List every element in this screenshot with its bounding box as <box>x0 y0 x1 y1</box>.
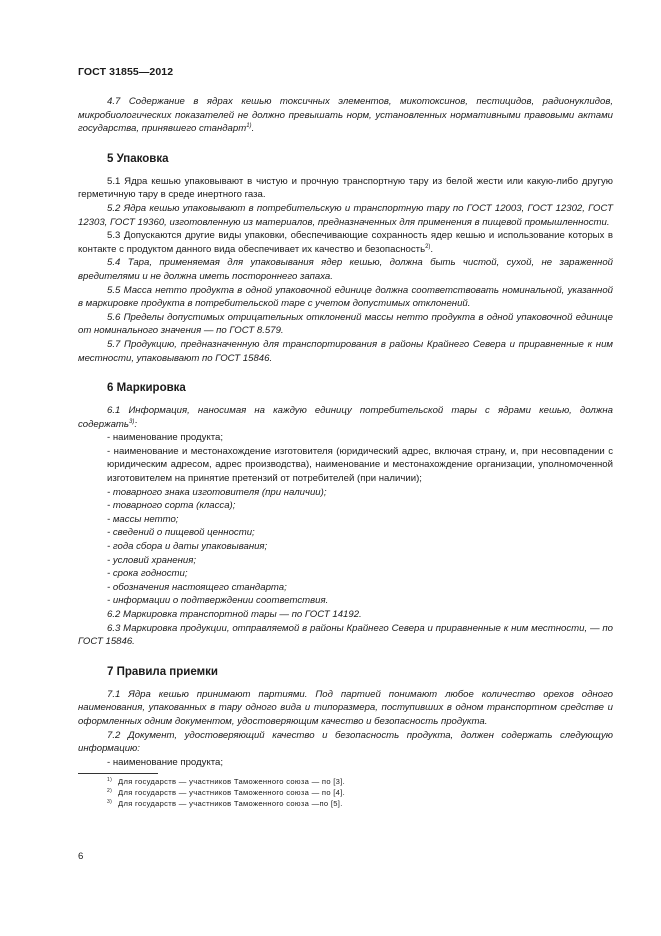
list-item: - наименование продукта; <box>107 432 224 444</box>
footnote-ref-1: 1) <box>246 123 252 130</box>
paragraph-5-2: 5.2 Ядра кешью упаковывают в потребительскую и транспортную тару по ГОСТ 12003, ГОСТ 12302, ГОСТ 12303, ГОСТ 19360, изготовленную из материалов, предназначенных для применения в пищевой промышленности. <box>78 202 613 228</box>
paragraph-5-1: 5.1 Ядра кешью упаковывают в чистую и прочную транспортную тару из белой жести или какую-либо другую герметичную тару в среде инертного газа. <box>78 175 613 201</box>
document-header: ГОСТ 31855—2012 <box>78 66 174 78</box>
paragraph-5-5: 5.5 Масса нетто продукта в одной упаковочной единице должна соответствовать номинальной, указанной в маркировке продукта в потребительской таре с учетом допустимых отклонений. <box>78 284 613 310</box>
list-item: - условий хранения; <box>107 554 197 566</box>
footnote-2: $^{2)}$ Для государств — участников Таможенного союза — по [4]. <box>107 788 346 798</box>
paragraph-5-4: 5.4 Тара, применяемая для упаковывания ядер кешью, должна быть чистой, сухой, не зараженной вредителями и не должна иметь постороннего запаха. <box>78 257 613 282</box>
paragraph-6-3: 6.3 Маркировка продукции, отправляемой в районы Крайнего Севера и приравненные к ним местности, — по ГОСТ 15846. <box>78 622 613 648</box>
paragraph-6-2: 6.2 Маркировка транспортной тары — по ГОСТ 14192. <box>107 609 362 620</box>
list-item: - товарного знака изготовителя (при наличии); <box>107 486 327 498</box>
footnote-divider <box>78 773 158 774</box>
paragraph-5-7: 5.7 Продукцию, предназначенную для транспортирования в районы Крайнего Севера и приравненные к ним местности, упаковывают по ГОСТ 15846. <box>78 338 613 364</box>
list-item: - срока годности; <box>107 568 188 580</box>
footnote-1: $^{1)}$ Для государств — участников Таможенного союза — по [3]. <box>107 777 346 787</box>
paragraph-5-3: 5.3 Допускаются другие виды упаковки, обеспечивающие сохранность ядер кешью и использование которых в контакте с продуктом данного вида обеспечивает их качество и безопасность$^{2)}$. <box>78 230 613 255</box>
paragraph-7-1: 7.1 Ядра кешью принимают партиями. Под партией понимают любое количество орехов одного наименования, упакованных в тару одного вида и типоразмера, поступивших в одном транспортном средстве и оформленных одним документом, удостоверяющим качество и безопасность продукта. <box>78 688 613 727</box>
list-item: - наименование продукта; <box>107 756 224 768</box>
paragraph-7-2: 7.2 Документ, удостоверяющий качество и безопасность продукта, должен содержать следующую информацию: <box>78 729 613 755</box>
list-item: - информации о подтверждении соответствия. <box>107 595 329 607</box>
list-item: - массы нетто; <box>107 513 179 525</box>
footnote-ref-3: 3) <box>128 418 135 425</box>
footnote-ref-2: 2) <box>425 243 431 250</box>
list-item: - сведений о пищевой ценности; <box>107 527 255 539</box>
list-item: - наименование и местонахождение изготовителя (юридический адрес, включая страну, и, при несовпадении с юридическим адресом, адрес производства), наименование и местонахождение организации, уполномоченной изготовителем на принятие претензий от потребителей (при наличии); <box>107 445 613 485</box>
section-5-title: 5 Упаковка <box>107 152 169 165</box>
list-item: - года сбора и даты упаковывания; <box>107 541 268 553</box>
paragraph-4-7: 4.7 Содержание в ядрах кешью токсичных элементов, микотоксинов, пестицидов, радионуклидов, микробиологических показателей не должно превышать норм, установленных нормативными правовыми актами государства, принявшего стандарт$^{1)}$. <box>78 96 613 135</box>
list-item: - товарного сорта (класса); <box>107 500 236 512</box>
section-6-title: 6 Маркировка <box>107 382 186 395</box>
page-number: 6 <box>78 851 84 862</box>
list-item: - обозначения настоящего стандарта; <box>107 581 287 593</box>
footnote-3: $^{3)}$ Для государств — участников Таможенного союза —по [5]. <box>107 799 343 809</box>
paragraph-5-6: 5.6 Пределы допустимых отрицательных отклонений массы нетто продукта в одной упаковочной единице от номинального значения — по ГОСТ 8.579. <box>78 311 613 337</box>
section-7-title: 7 Правила приемки <box>107 665 218 678</box>
paragraph-6-1: 6.1 Информация, наносимая на каждую единицу потребительской тары с ядрами кешью, должна содержать$^{3)}$: <box>78 405 613 430</box>
